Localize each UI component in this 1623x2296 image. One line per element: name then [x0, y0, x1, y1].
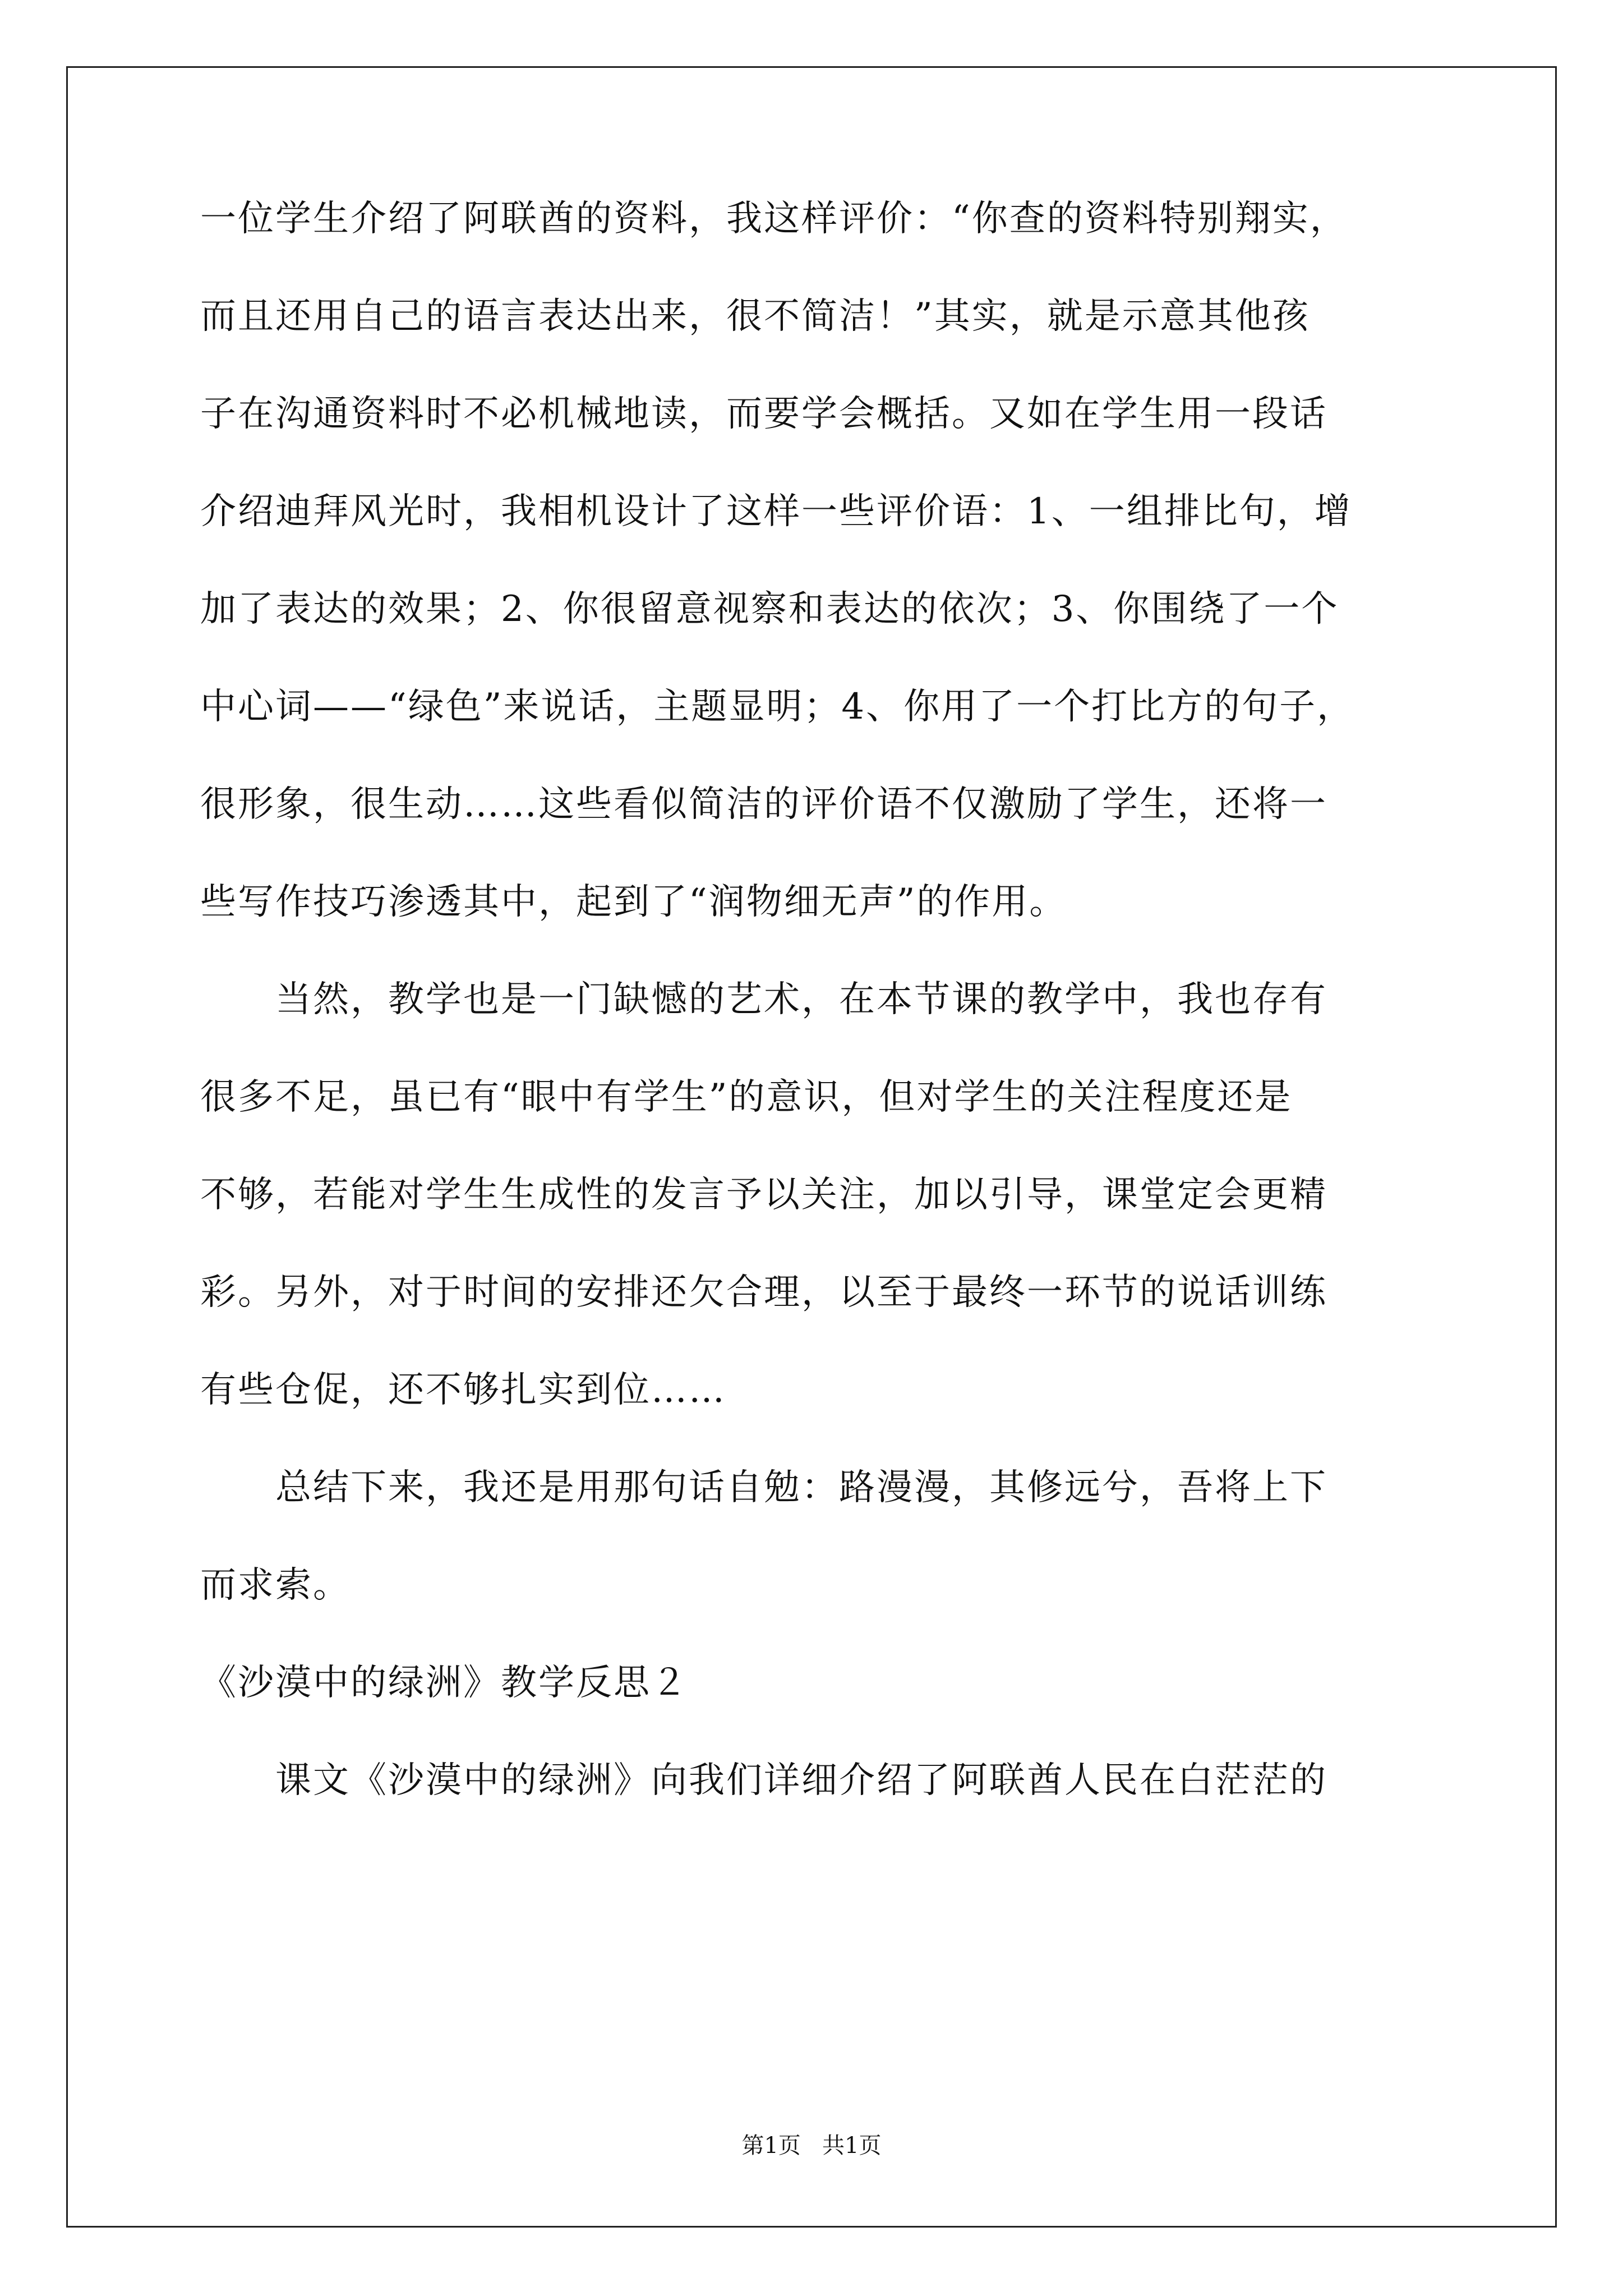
text-line: 不够，若能对学生生成性的发言予以关注，加以引导，课堂定会更精 — [200, 1174, 1327, 1216]
text-line: 而且还用自己的语言表达出来，很不简洁！”其实，就是示意其他孩 — [200, 296, 1310, 337]
text-line: 加了表达的效果；2、你很留意视察和表达的依次；3、你围绕了一个 — [200, 588, 1339, 630]
paragraph-first-line: 当然，教学也是一门缺憾的艺术，在本节课的教学中，我也存有 — [200, 979, 1327, 1020]
text-line: 子在沟通资料时不必机械地读，而要学会概括。又如在学生用一段话 — [200, 393, 1327, 435]
text-line: 而求索。 — [200, 1565, 351, 1606]
text-line: 很多不足，虽已有“眼中有学生”的意识，但对学生的关注程度还是 — [200, 1076, 1293, 1118]
text-line: 彩。另外，对于时间的安排还欠合理，以至于最终一环节的说话训练 — [200, 1272, 1327, 1313]
paragraph-first-line: 课文《沙漠中的绿洲》向我们详细介绍了阿联酋人民在白茫茫的 — [200, 1760, 1327, 1801]
text-line: 很形象，很生动……这些看似简洁的评价语不仅激励了学生，还将一 — [200, 784, 1327, 825]
document-body — [200, 197, 1434, 1802]
text-line: 中心词——“绿色”来说话，主题显明；4、你用了一个打比方的句子， — [200, 686, 1355, 728]
section-heading: 《沙漠中的绿洲》教学反思２ — [200, 1662, 689, 1704]
page-number-footer: 第1页 共1页 — [741, 2133, 882, 2159]
paragraph-first-line: 总结下来，我还是用那句话自勉：路漫漫，其修远兮，吾将上下 — [200, 1467, 1327, 1508]
text-line: 一位学生介绍了阿联酋的资料，我这样评价：“你查的资料特别翔实， — [200, 198, 1348, 240]
text-line: 介绍迪拜风光时，我相机设计了这样一些评价语：1、一组排比句，增 — [200, 491, 1352, 532]
text-line: 些写作技巧渗透其中，起到了“润物细无声”的作用。 — [200, 881, 1067, 923]
text-line: 有些仓促，还不够扎实到位…… — [200, 1369, 726, 1411]
